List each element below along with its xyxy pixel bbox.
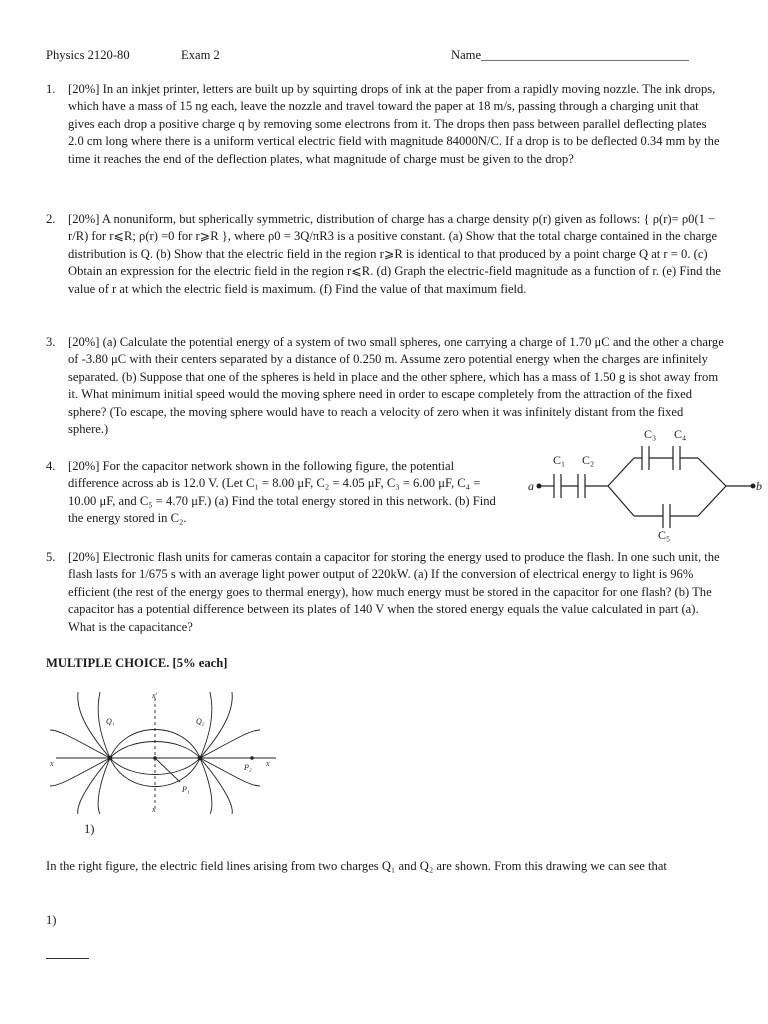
label-x-prime: x' (152, 691, 158, 700)
problem-text: [20%] In an inkjet printer, letters are built up by squirting drops of ink at the paper from a rapidly moving nozzle. The ink drops, which have a mass of 15 ng each, leave the nozzle and travel toward the paper at 18 m/s, passing through a charging unit that gives each drop a positive charge q by removing some electrons from it. The drops then pass between parallel deflecting plates 2.0 cm long where there is a uniform vertical electric field with magnitude 84000N/C. If a drop is to be deflected 0.34 mm by the time it reaches the end of the deflection plates, what magnitude of charge must be given to the drop? (68, 82, 720, 166)
label-x-right: x (266, 759, 270, 768)
label-q1: Q₁ (106, 717, 115, 726)
label-p1: P₁ (182, 785, 190, 794)
answer-blank-line[interactable] (46, 958, 89, 959)
charge-q2 (198, 756, 203, 761)
label-x-left: x (50, 759, 54, 768)
label-c2: C₂ (582, 453, 595, 467)
problem-4 (46, 458, 506, 528)
point-p2 (250, 756, 254, 760)
label-c3: C₃ (644, 427, 657, 441)
answer-number: 1) (46, 913, 57, 927)
label-a: a (528, 479, 534, 493)
exam-header (46, 48, 728, 66)
label-p2: P₂ (244, 763, 252, 772)
terminal-b (751, 484, 756, 489)
field-lines-figure (46, 690, 286, 815)
problem-2 (46, 211, 724, 298)
problem-text: [20%] Electronic flash units for cameras contain a capacitor for storing the energy used to produce the flash. In one such unit, the flash lasts for 1/675 s with an average light power output of 220kW. (a) If the conversion of electrical energy to light is 96% efficient (the rest of the energy goes to thermal energy), how much energy must be stored in the capacitor for one flash? (b) The capacitor has a potential difference between its plates of 140 V when the stored energy equals the value calculated in part (a). What is the capacitance? (68, 550, 720, 634)
label-b: b (756, 479, 762, 493)
terminal-a (537, 484, 542, 489)
problem-number: 5. (46, 550, 56, 564)
problem-text: [20%] (a) Calculate the potential energy of a system of two small spheres, one carrying a charge of 1.70 μC and the other a charge of -3.80 μC with their centers separated by a distance of 0.250 m. Assume zero potential energy when the charges are infinitely separated. (b) Suppose that one of the spheres is held in place and the other sphere, which has a mass of 1.50 g is shot away from it. What minimum initial speed would the moving sphere need in order to escape completely from the attraction of the fixed sphere? (To escape, the moving sphere would have to reach a velocity of zero when it was infinitely distant from the fixed sphere.) (68, 335, 724, 437)
problem-3 (46, 334, 724, 438)
problem-number: 1. (46, 82, 56, 96)
label-c5: C₅ (658, 528, 671, 542)
label-c1: C₁ (553, 453, 566, 467)
problem-number: 3. (46, 335, 56, 349)
problem-1 (46, 81, 724, 168)
problem-text: [20%] For the capacitor network shown in the following figure, the potential difference across ab is 12.0 V. (Let C₁ = 8.00 μF, C₂ = 4.05 μF, C₃ = 6.00 μF, C₄ = 10.00 μF, and C₅ = 4.70 μF.) (a) Find the total energy stored in this network. (b) Find the energy stored in C₂. (68, 459, 496, 526)
name-field: Name_________________________________ (451, 48, 689, 62)
point-midpoint (153, 756, 157, 760)
multiple-choice-heading: MULTIPLE CHOICE. [5% each] (46, 656, 228, 670)
course-title: Physics 2120-80 (46, 48, 130, 62)
problem-text: [20%] A nonuniform, but spherically symmetric, distribution of charge has a charge density ρ(r) given as follows: { ρ(r)= ρ0(1 − r/R) for r⩽R; ρ(r) =0 for r⩾R }, where ρ0 = 3Q/πR3 is a positive constant. (a) Show that the total charge contained in the charge distribution is Q. (b) Show that the electric field in the region r⩾R is identical to that produced by a point charge Q at r = 0. (c) Obtain an expression for the electric field in the region r⩽R. (d) Graph the electric-field magnitude as a function of r. (e) Find the value of r at which the electric field is maximum. (f) Find the value of that maximum field. (68, 212, 721, 296)
problem-5 (46, 549, 724, 636)
label-c4: C₄ (674, 427, 687, 441)
problem-number: 4. (46, 459, 56, 473)
problem-number: 2. (46, 212, 56, 226)
exam-title: Exam 2 (181, 48, 220, 62)
charge-q1 (108, 756, 113, 761)
multiple-choice-question: In the right figure, the electric field lines arising from two charges Q₁ and Q₂ are shown. From this drawing we can see that (46, 859, 667, 873)
label-x-bottom: x (152, 805, 156, 814)
label-q2: Q₂ (196, 717, 205, 726)
figure-question-number: 1) (84, 822, 95, 836)
capacitor-network-figure (528, 424, 768, 544)
